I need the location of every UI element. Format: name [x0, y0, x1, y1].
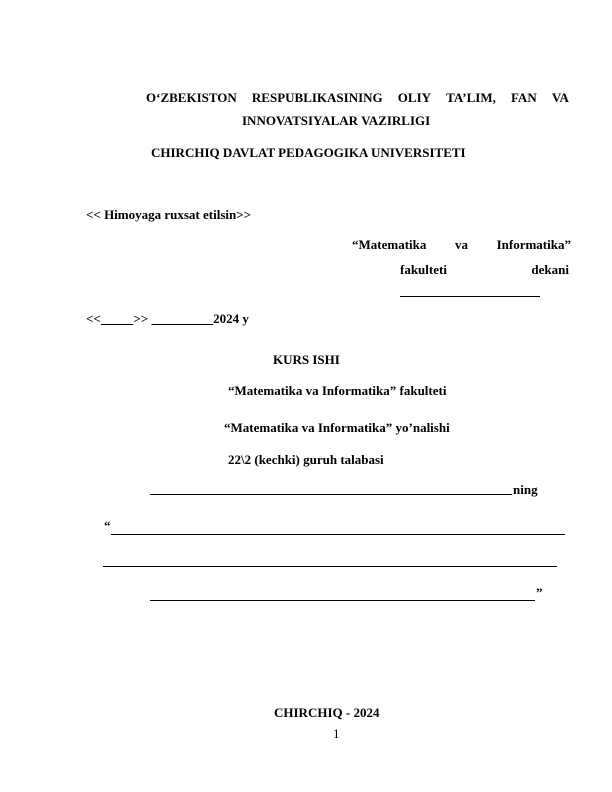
dean-word: dekani	[531, 262, 569, 277]
ning-suffix: ning	[513, 482, 538, 497]
topic-open-quote: “	[104, 518, 111, 533]
ministry-word: OLIY	[397, 90, 432, 105]
defense-permission: << Himoyaga ruxsat etilsin>>	[86, 207, 252, 222]
ministry-word: RESPUBLIKASINING	[251, 90, 383, 105]
ministry-line-1	[146, 90, 569, 106]
student-name-line[interactable]	[150, 494, 512, 495]
document-title: KURS ISHI	[273, 352, 340, 367]
ministry-word: O‘ZBEKISTON	[146, 90, 237, 105]
page-number: 1	[333, 726, 340, 741]
faculty-word: “Matematika	[352, 237, 427, 252]
ministry-line-2: INNOVATSIYALAR VAZIRLIGI	[242, 113, 431, 128]
faculty-line: “Matematika va Informatika” fakulteti	[228, 383, 447, 398]
faculty-approval-line	[352, 237, 571, 253]
topic-line-2[interactable]	[103, 566, 557, 567]
topic-line-1[interactable]	[111, 534, 565, 535]
ministry-word: VA	[551, 90, 569, 105]
month-blank[interactable]	[151, 311, 213, 326]
topic-close-quote: ”	[536, 585, 543, 600]
university-name: CHIRCHIQ DAVLAT PEDAGOGIKA UNIVERSITETI	[151, 145, 466, 160]
dean-line	[400, 262, 569, 278]
ministry-word: FAN	[510, 90, 537, 105]
date-close: >>	[133, 311, 149, 326]
faculty-word: va	[454, 237, 468, 252]
city-year: CHIRCHIQ - 2024	[274, 705, 380, 720]
topic-line-3[interactable]	[150, 600, 535, 601]
dean-signature-line[interactable]	[400, 296, 540, 297]
direction-line: “Matematika va Informatika” yo’nalishi	[224, 420, 450, 435]
date-open: <<	[86, 311, 101, 326]
approval-date	[86, 311, 249, 327]
day-blank[interactable]	[101, 311, 134, 326]
dean-word: fakulteti	[400, 262, 447, 277]
date-year: 2024 y	[213, 311, 249, 326]
ministry-word: TA’LIM,	[446, 90, 496, 105]
faculty-word: Informatika”	[496, 237, 571, 252]
group-line: 22\2 (kechki) guruh talabasi	[228, 452, 384, 467]
